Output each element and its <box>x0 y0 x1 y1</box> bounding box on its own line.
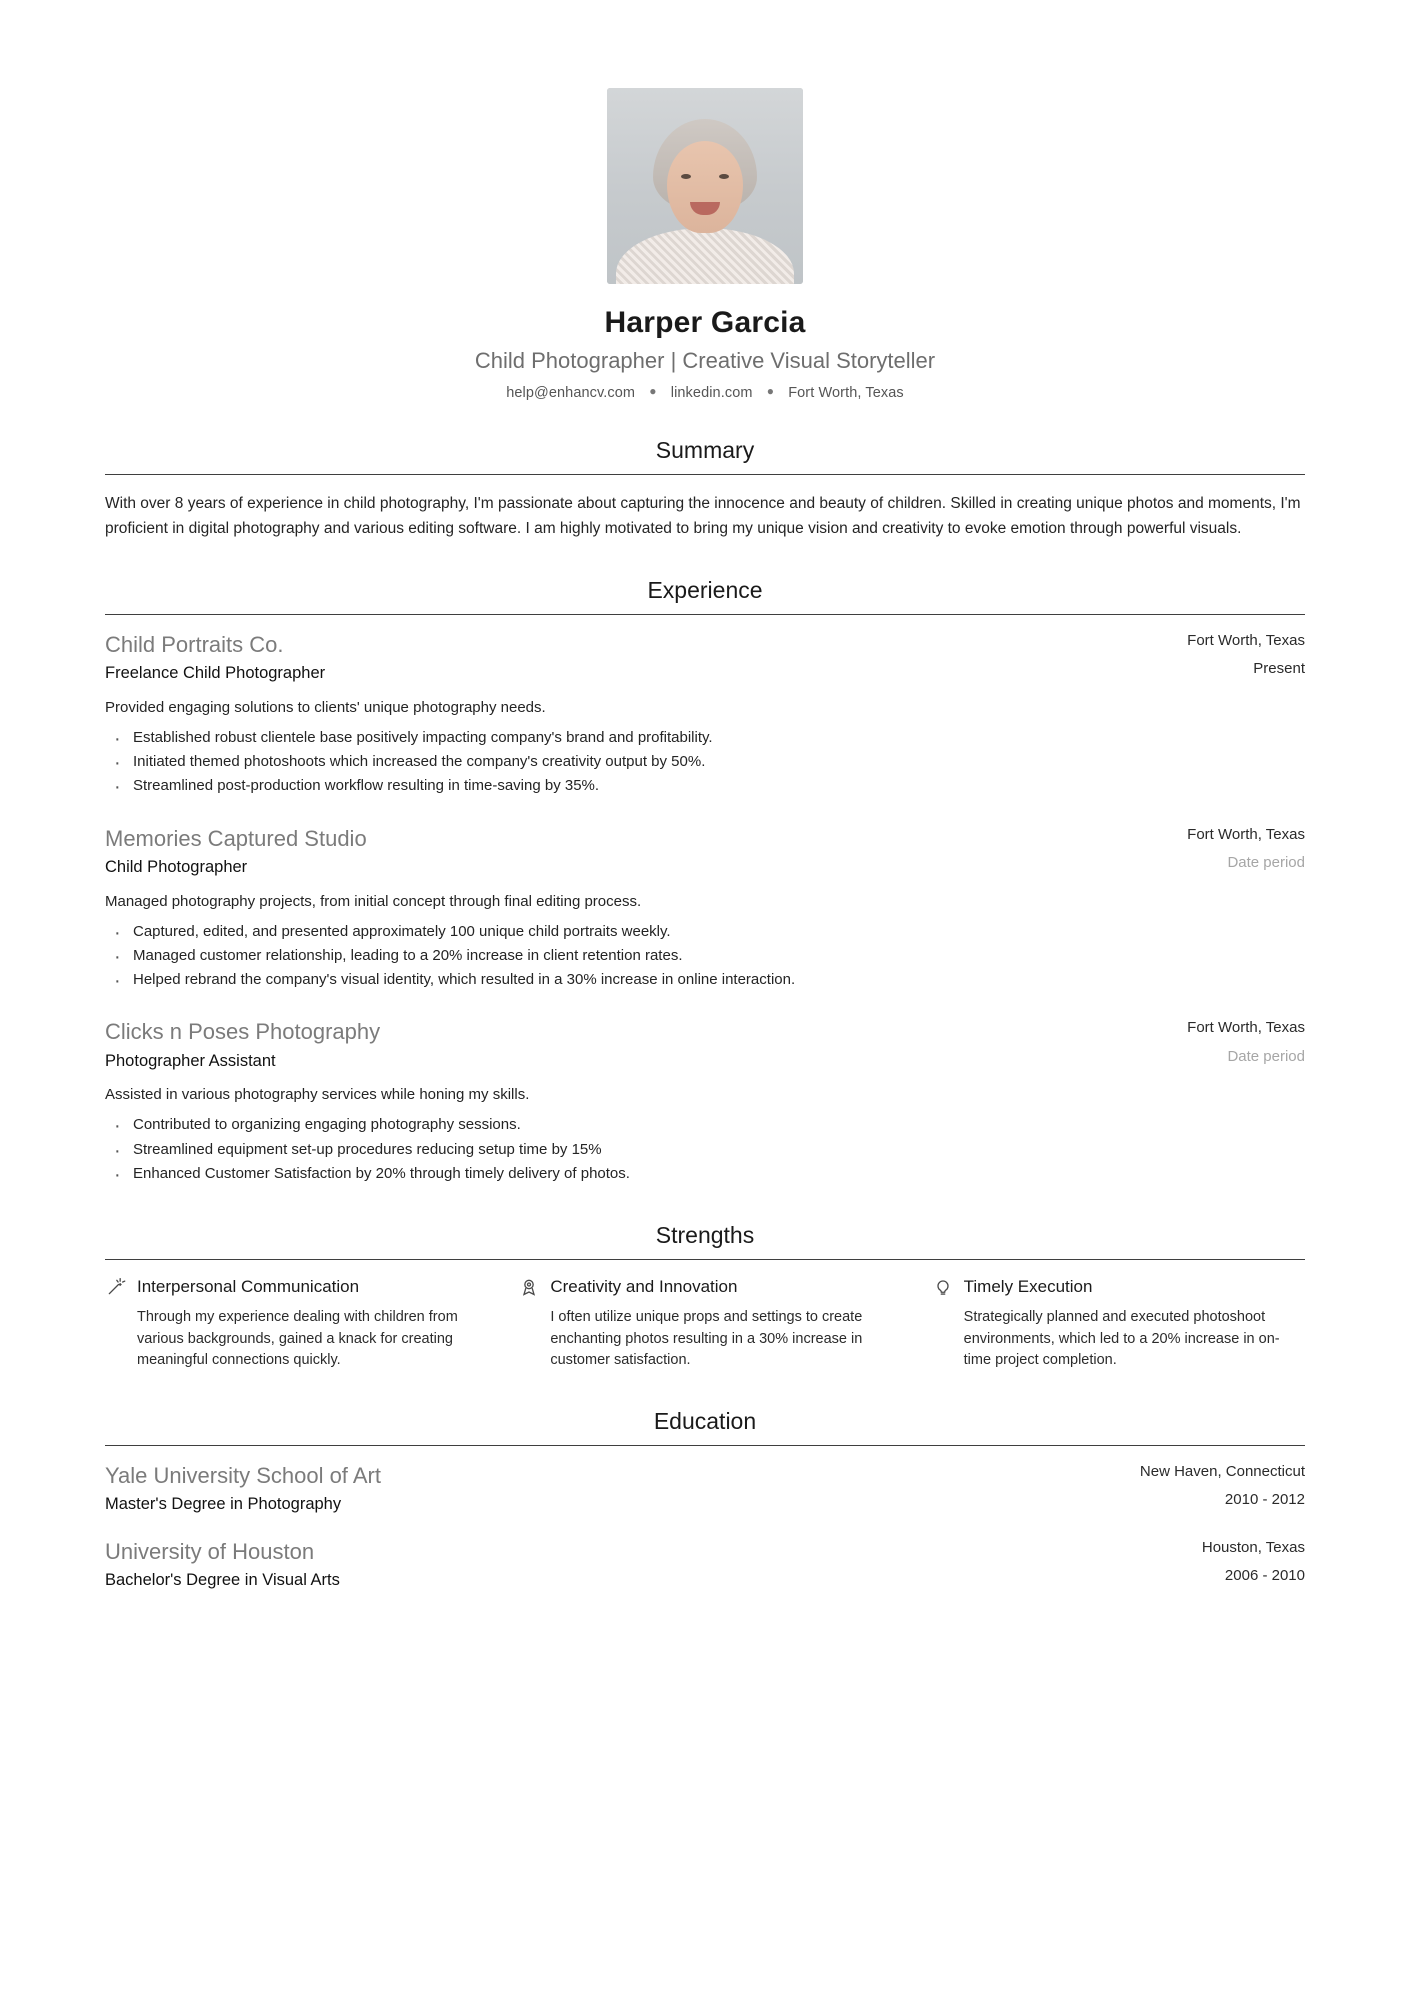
experience-item-right <box>1187 631 1305 679</box>
job-title: Child Photographer <box>105 858 248 877</box>
section-summary <box>105 437 1305 541</box>
strength-description: Through my experience dealing with children from various backgrounds, gained a knack for creating meaningful connections quickly. <box>137 1308 458 1369</box>
list-item: · Managed customer relationship, leading to a 20% increase in client retention rates. <box>105 944 1305 968</box>
lightbulb-icon <box>932 1276 954 1298</box>
job-title: Photographer Assistant <box>105 1051 276 1070</box>
experience-item-header <box>105 825 1305 879</box>
education-item-right <box>1140 1462 1305 1510</box>
education-item-left <box>105 1538 340 1592</box>
list-item: · Streamlined equipment set-up procedures reducing setup time by 15% <box>105 1138 1305 1162</box>
section-strengths <box>105 1222 1305 1372</box>
school-years: 2006 - 2010 <box>1224 1567 1305 1585</box>
list-item: · Initiated themed photoshoots which increased the company's creativity output by 50%. <box>105 750 1305 774</box>
education-item-left <box>105 1462 381 1516</box>
list-item: · Contributed to organizing engaging photography sessions. <box>105 1113 1305 1137</box>
school-location: Houston, Texas <box>1201 1538 1305 1556</box>
experience-item-header <box>105 631 1305 685</box>
job-period: Date period <box>1227 1047 1305 1065</box>
separator-dot-icon: ● <box>649 384 657 399</box>
avatar-mouth <box>690 202 720 215</box>
strength-title: Interpersonal Communication <box>137 1276 360 1296</box>
school-name: University of Houston <box>105 1538 315 1564</box>
list-item: · Captured, edited, and presented approximately 100 unique child portraits weekly. <box>105 920 1305 944</box>
degree-name: Bachelor's Degree in Visual Arts <box>105 1571 340 1590</box>
professional-headline: Child Photographer | Creative Visual Storyteller <box>474 348 936 373</box>
contact-website[interactable]: linkedin.com <box>670 385 753 402</box>
job-period: Present <box>1253 660 1305 678</box>
experience-item <box>105 1018 1305 1186</box>
strengths-grid <box>105 1276 1305 1372</box>
section-education <box>105 1408 1305 1591</box>
page-title: Harper Garcia <box>604 306 806 339</box>
job-period: Date period <box>1227 854 1305 872</box>
strength-item-header <box>105 1276 478 1298</box>
strength-item <box>105 1276 478 1372</box>
experience-item-right <box>1187 1018 1305 1066</box>
experience-item-left <box>105 825 1187 879</box>
job-bullets <box>105 1113 1305 1186</box>
magic-wand-icon <box>105 1276 127 1298</box>
contact-email[interactable]: help@enhancv.com <box>506 385 636 402</box>
job-location: Fort Worth, Texas <box>1187 1019 1305 1037</box>
section-experience <box>105 577 1305 1186</box>
avatar-eyes <box>679 174 731 180</box>
strength-title: Timely Execution <box>963 1276 1093 1296</box>
experience-item-left <box>105 1018 1187 1072</box>
job-title: Freelance Child Photographer <box>105 664 326 683</box>
strength-item-header <box>932 1276 1305 1298</box>
job-location: Fort Worth, Texas <box>1187 825 1305 843</box>
experience-item <box>105 631 1305 799</box>
list-item: · Helped rebrand the company's visual identity, which resulted in a 30% increase in online interaction. <box>105 968 1305 992</box>
job-location: Fort Worth, Texas <box>1187 631 1305 649</box>
job-bullets <box>105 920 1305 993</box>
contact-location: Fort Worth, Texas <box>788 385 904 402</box>
degree-name: Master's Degree in Photography <box>105 1495 342 1514</box>
section-title-summary: Summary <box>105 437 1305 475</box>
contact-line <box>105 384 1305 401</box>
resume-header <box>105 88 1305 401</box>
company-name: Memories Captured Studio <box>105 825 367 851</box>
job-description: Provided engaging solutions to clients' unique photography needs. <box>105 698 546 716</box>
strength-description: I often utilize unique props and settings to create enchanting photos resulting in a 30% increase in customer satisfaction. <box>550 1308 863 1369</box>
experience-item-header <box>105 1018 1305 1072</box>
separator-dot-icon: ● <box>766 384 775 399</box>
list-item: · Enhanced Customer Satisfaction by 20% through timely delivery of photos. <box>105 1162 1305 1186</box>
avatar-shoulders <box>616 228 794 284</box>
avatar <box>607 88 803 284</box>
job-bullets <box>105 726 1305 799</box>
job-description: Managed photography projects, from initial concept through final editing process. <box>105 892 642 910</box>
strength-item <box>932 1276 1305 1372</box>
experience-item <box>105 825 1305 993</box>
section-title-experience: Experience <box>105 577 1305 615</box>
strength-item-header <box>518 1276 891 1298</box>
company-name: Child Portraits Co. <box>105 631 284 657</box>
strength-description: Strategically planned and executed photoshoot environments, which led to a 20% increase in on-time project completion. <box>963 1308 1280 1369</box>
list-item: · Established robust clientele base positively impacting company's brand and profitability. <box>105 726 1305 750</box>
avatar-image <box>607 88 803 284</box>
list-item: · Streamlined post-production workflow resulting in time-saving by 35%. <box>105 774 1305 798</box>
company-name: Clicks n Poses Photography <box>105 1019 381 1045</box>
school-location: New Haven, Connecticut <box>1139 1462 1305 1480</box>
education-item <box>105 1462 1305 1516</box>
award-medal-icon <box>518 1276 540 1298</box>
education-item <box>105 1538 1305 1592</box>
school-name: Yale University School of Art <box>105 1462 381 1488</box>
strength-title: Creativity and Innovation <box>550 1276 738 1296</box>
experience-item-right <box>1187 825 1305 873</box>
section-title-education: Education <box>105 1408 1305 1446</box>
education-item-right <box>1202 1538 1305 1586</box>
school-years: 2010 - 2012 <box>1224 1491 1305 1509</box>
experience-item-left <box>105 631 1187 685</box>
job-description: Assisted in various photography services while honing my skills. <box>105 1086 530 1104</box>
section-title-strengths: Strengths <box>105 1222 1305 1260</box>
summary-text: With over 8 years of experience in child photography, I'm passionate about capturing the innocence and beauty of children. Skilled in creating unique photos and moments, I'm proficient in digital photography and various editing software. I am highly motivated to bring my unique vision and creativity to evoke emotion through powerful visuals. <box>105 494 1301 538</box>
strength-item <box>518 1276 891 1372</box>
